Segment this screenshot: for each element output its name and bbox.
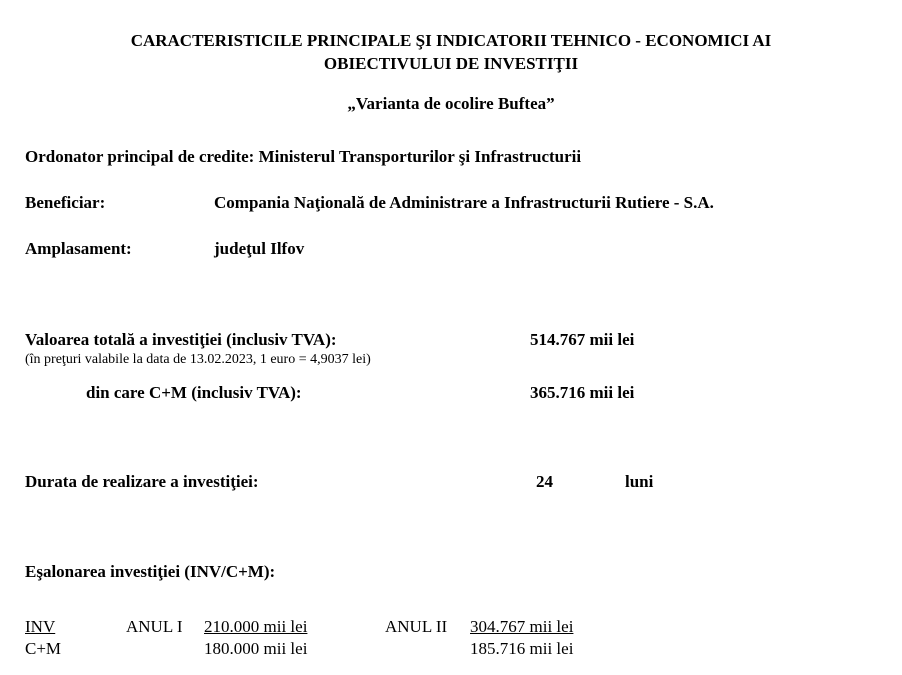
price-note: (în preţuri valabile la data de 13.02.2023, 1 euro = 4,9037 lei)	[25, 352, 371, 367]
valoare-totala-value: 514.767 mii lei	[530, 330, 635, 349]
anul2-label: ANUL II	[385, 617, 448, 636]
title-line-2: OBIECTIVULUI DE INVESTIŢII	[323, 54, 579, 73]
cm-value: 365.716 mii lei	[530, 383, 635, 402]
inv-label: INV	[25, 617, 56, 636]
anul2-inv-value: 304.767 mii lei	[470, 617, 574, 636]
anul1-label: ANUL I	[126, 617, 183, 636]
title-line-1: CARACTERISTICILE PRINCIPALE ŞI INDICATORII TEHNICO - ECONOMICI AI	[130, 31, 772, 50]
beneficiar-label: Beneficiar:	[25, 193, 106, 212]
esalonare-label: Eşalonarea investiţiei (INV/C+M):	[25, 562, 276, 581]
amplasament-value: judeţul Ilfov	[214, 239, 305, 258]
amplasament-label: Amplasament:	[25, 239, 132, 258]
ordonator-line: Ordonator principal de credite: Ministerul Transporturilor şi Infrastructurii	[25, 147, 582, 166]
cm-label: din care C+M (inclusiv TVA):	[86, 383, 302, 402]
valoare-totala-label: Valoarea totală a investiţiei (inclusiv TVA):	[25, 330, 337, 349]
anul2-cm-value: 185.716 mii lei	[470, 639, 574, 658]
beneficiar-value: Compania Naţională de Administrare a Infrastructurii Rutiere - S.A.	[214, 193, 714, 212]
anul1-cm-value: 180.000 mii lei	[204, 639, 308, 658]
anul1-inv-value: 210.000 mii lei	[204, 617, 308, 636]
durata-unit: luni	[625, 472, 654, 491]
project-name: „Varianta de ocolire Buftea”	[347, 94, 555, 113]
cm-row-label: C+M	[25, 639, 62, 658]
durata-value: 24	[536, 472, 553, 491]
durata-label: Durata de realizare a investiţiei:	[25, 472, 259, 491]
